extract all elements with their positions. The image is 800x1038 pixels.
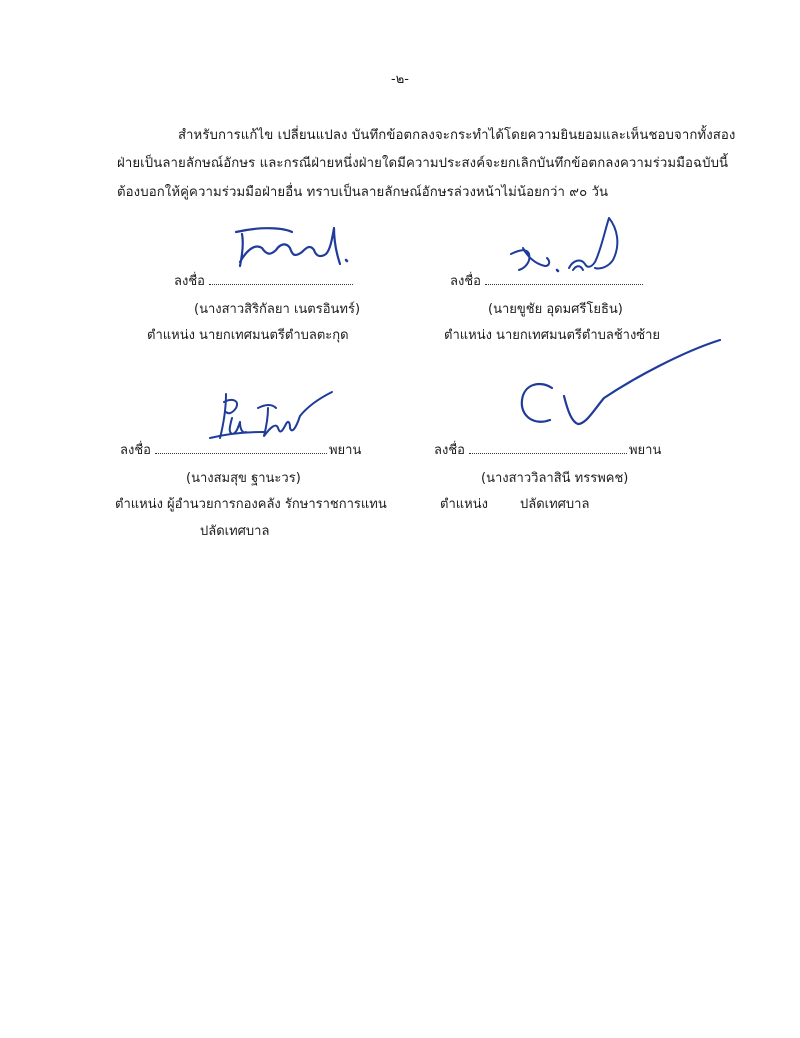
signatory-name-top-right: (นายขูชัย อุดมศรีโยธิน) <box>488 302 623 317</box>
signature-dots <box>469 441 627 454</box>
signatory-name-top-left: (นางสาวสิริกัลยา เนตรอินทร์) <box>194 302 361 317</box>
page-number: -๒- <box>391 72 409 87</box>
signatory-position-top-right: ตำแหน่ง นายกเทศมนตรีตำบลช้างซ้าย <box>444 328 661 343</box>
sign-line-bottom-left <box>120 439 361 460</box>
signature-image-bottom-right <box>514 338 726 434</box>
signature-dots <box>209 272 353 285</box>
sign-label: ลงชื่อ <box>434 443 465 458</box>
signatory-name-bottom-right: (นางสาววิลาสินี ทรรพคช) <box>481 471 629 486</box>
paragraph-line-1: สำหรับการแก้ไข เปลี่ยนแปลง บันทึกข้อตกลงจะกระทำได้โดยความยินยอมและเห็นชอบจากทั้งสอง <box>178 128 736 143</box>
signatory-position-bottom-left: ตำแหน่ง ผู้อำนวยการกองคลัง รักษาราชการแทน <box>115 497 387 512</box>
signatory-name-bottom-left: (นางสมสุข ฐานะวร) <box>186 471 301 486</box>
witness-label: พยาน <box>328 443 362 458</box>
signatory-position-bottom-left-cont: ปลัดเทศบาล <box>200 524 270 539</box>
sign-label: ลงชื่อ <box>120 443 151 458</box>
signature-dots <box>485 272 643 285</box>
signatory-position-bottom-right: ปลัดเทศบาล <box>520 497 590 512</box>
sign-label: ลงชื่อ <box>450 274 481 289</box>
witness-label: พยาน <box>628 443 662 458</box>
signature-image-top-left <box>232 222 352 272</box>
signature-dots <box>155 441 327 454</box>
paragraph-line-3: ต้องบอกให้คู่ความร่วมมือฝ่ายอื่น ทราบเป็นลายลักษณ์อักษรล่วงหน้าไม่น้อยกว่า ๙๐ วัน <box>117 185 609 200</box>
sign-line-top-right <box>450 270 645 291</box>
sign-line-top-left <box>174 270 355 291</box>
paragraph-line-2: ฝ่ายเป็นลายลักษณ์อักษร และกรณีฝ่ายหนึ่งฝ่ายใดมีความประสงค์จะยกเลิกบันทึกข้อตกลงความร่วมมือฉบับนี้ <box>117 156 729 171</box>
sign-label: ลงชื่อ <box>174 274 205 289</box>
signatory-position-label-bottom-right: ตำแหน่ง <box>440 497 488 512</box>
signatory-position-top-left: ตำแหน่ง นายกเทศมนตรีตำบลตะกุด <box>147 328 349 343</box>
sign-line-bottom-right <box>434 439 661 460</box>
